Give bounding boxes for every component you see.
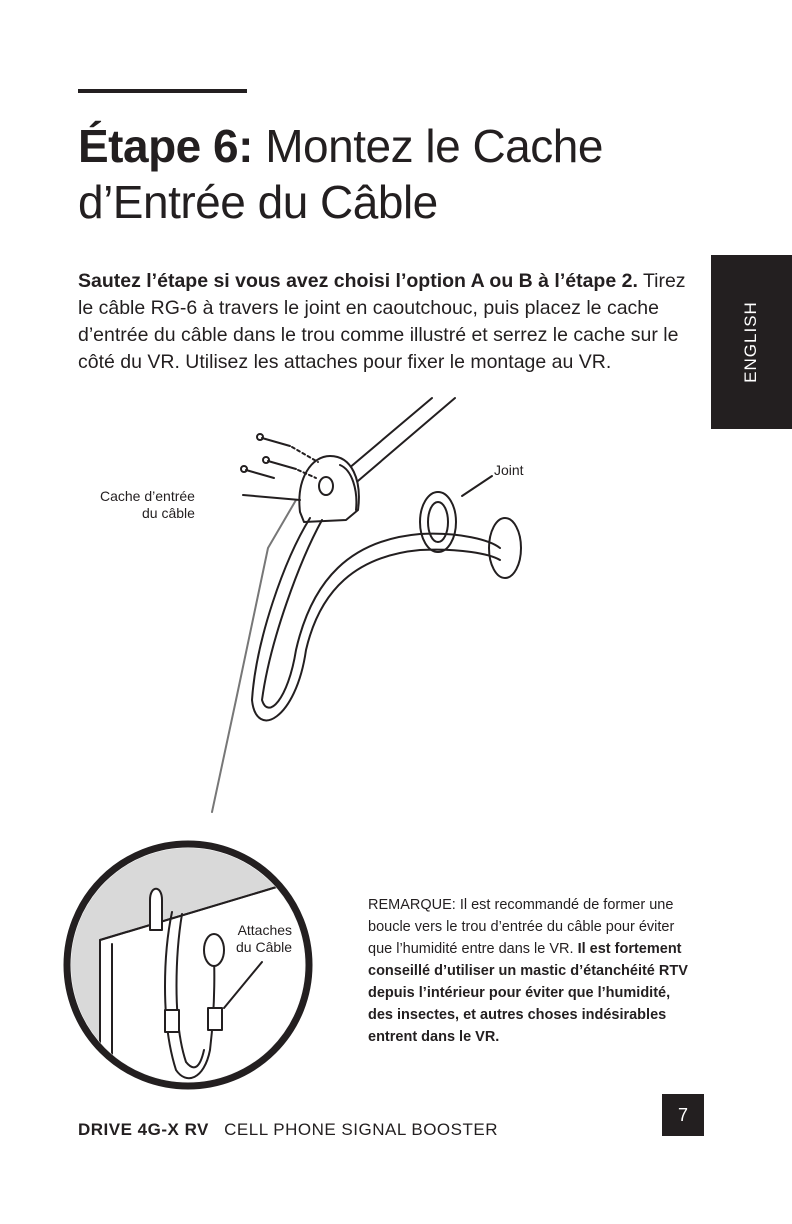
cache-callout-label: Cache d’entrée du câble [100, 488, 195, 521]
step-label: Étape 6: [78, 120, 253, 172]
title-line1: Montez le Cache [265, 120, 603, 172]
attaches-callout-label: Attaches du Câble [236, 922, 293, 955]
note-regular: REMARQUE: Il est recommandé de former une boucle vers le trou d’entrée du câble pour éviter que l’humidité entre dans le VR. [368, 897, 675, 957]
title-rule [78, 89, 247, 93]
note-bold: Il est fortement conseillé d’utiliser un mastic d’étanchéité RTV depuis l’intérieur pour éviter que l’humidité, des insectes, et autres choses indésirables entrent dans le VR. [368, 941, 688, 1045]
intro-paragraph [78, 268, 690, 376]
intro-body: Tirez le câble RG-6 à travers le joint en caoutchouc, puis placez le cache d’entrée du câble dans le trou comme illustré et serrez le cache sur le côté du VR. Utilisez les attaches pour fixer le montage au VR. [78, 270, 686, 373]
page-title [78, 118, 698, 230]
note-paragraph [368, 894, 688, 1048]
title-line2: d’Entrée du Câble [78, 176, 438, 228]
language-tab-label: ENGLISH [741, 301, 760, 383]
joint-callout-label: Joint [494, 462, 524, 478]
footer-brand: DRIVE 4G-X RV [78, 1120, 209, 1139]
intro-bold: Sautez l’étape si vous avez choisi l’option A ou B à l’étape 2. [78, 270, 638, 292]
language-tab [711, 255, 792, 429]
footer-subtitle: CELL PHONE SIGNAL BOOSTER [224, 1120, 498, 1139]
page-number: 7 [662, 1094, 704, 1136]
footer [78, 1120, 498, 1140]
